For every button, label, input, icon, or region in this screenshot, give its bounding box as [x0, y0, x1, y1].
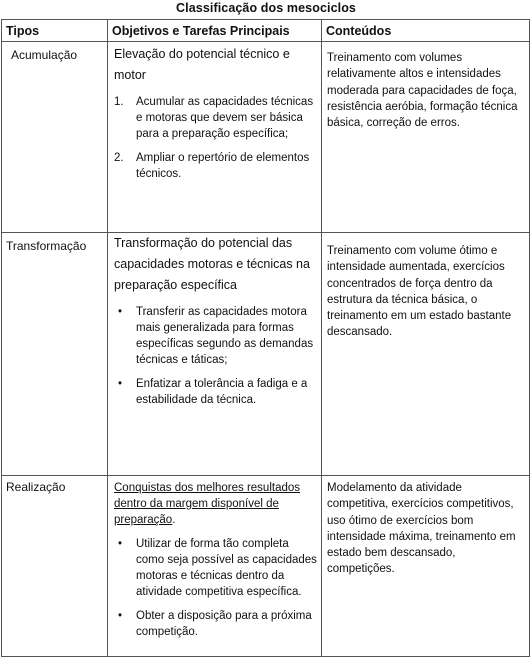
conteudo-text: Treinamento com volume ótimo e intensidade aumentada, exercícios concentrados de força dentro da estrutura da técnica básica, o treinamento em um estado bastante descansado.: [327, 245, 512, 339]
conteudo-text: Modelamento da atividade competitiva, exercícios competitivos, uso ótimo de exercícios bom intensidade máxima, treinamento em estado bem descansado, competições.: [327, 482, 516, 576]
header-tipos: Tipos: [2, 20, 108, 42]
list-item-text: Ampliar o repertório de elementos técnicos.: [136, 152, 310, 180]
objetivo-title-underlined: Conquistas dos melhores resultados dentro da margem disponível de preparação: [114, 482, 301, 526]
bullet-marker: •: [118, 538, 123, 550]
tipo-cell: [2, 476, 108, 657]
list-item-text: Utilizar de forma tão completa como seja possível as capacidades motoras e técnicas dentro da atividade competitiva específica.: [136, 538, 317, 598]
header-objetivos: Objetivos e Tarefas Principais: [108, 20, 322, 42]
bullet-marker: •: [118, 378, 123, 390]
list-item-text: Transferir as capacidades motora mais generalizada para formas específicas segundo as demandas técnicas e táticas;: [136, 306, 314, 366]
tipo-label: Realização: [6, 480, 66, 494]
objetivo-list: [108, 536, 321, 640]
list-item: [114, 150, 317, 182]
tipo-label: Transformação: [6, 239, 87, 253]
list-item-text: Enfatizar a tolerância a fadiga e a estabilidade da técnica.: [136, 378, 308, 406]
objetivo-title: [108, 476, 321, 528]
tipo-cell: [2, 42, 108, 233]
list-item-text: Obter a disposição para a próxima competição.: [136, 610, 312, 638]
table-row: [2, 476, 530, 657]
list-item: [114, 536, 317, 600]
objetivo-cell: [108, 233, 322, 476]
list-item: [114, 304, 317, 368]
mesociclos-table: [1, 19, 530, 657]
objetivo-cell: [108, 476, 322, 657]
list-marker: 2.: [114, 152, 124, 164]
header-conteudos: Conteúdos: [322, 20, 530, 42]
conteudo-text: Treinamento com volumes relativamente altos e intensidades moderada para capacidades de foça, resistência aeróbia, formação técnica básica, correção de erros.: [327, 52, 518, 130]
list-item: [114, 608, 317, 640]
list-marker: 1.: [114, 96, 124, 108]
objetivo-list: [108, 94, 321, 182]
list-item: [114, 376, 317, 408]
objetivo-title-suffix: .: [172, 514, 176, 526]
list-item-text: Acumular as capacidades técnicas e motoras que devem ser básica para a preparação específica;: [136, 96, 314, 140]
tipo-label: Acumulação: [11, 48, 78, 62]
table-row: [2, 42, 530, 233]
table-title: Classificação dos mesociclos: [176, 1, 356, 15]
objetivo-cell: [108, 42, 322, 233]
table-row: [2, 233, 530, 476]
bullet-marker: •: [118, 306, 123, 318]
tipo-cell: [2, 233, 108, 476]
objetivo-list: [108, 304, 321, 408]
conteudo-cell: [322, 233, 530, 476]
conteudo-cell: [322, 476, 530, 657]
objetivo-title: Elevação do potencial técnico e motor: [114, 47, 290, 82]
conteudo-cell: [322, 42, 530, 233]
header-row: [2, 20, 530, 42]
list-item: [114, 94, 317, 142]
bullet-marker: •: [118, 610, 123, 622]
objetivo-title: Transformação do potencial das capacidades motoras e técnicas na preparação específica: [114, 236, 310, 292]
